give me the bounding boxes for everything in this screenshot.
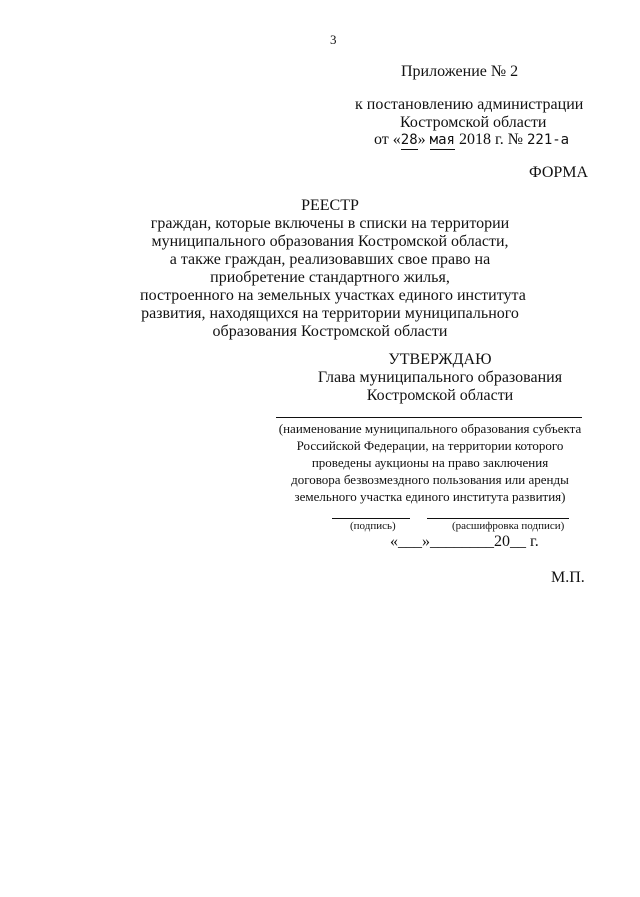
approval-label: УТВЕРЖДАЮ	[388, 351, 492, 368]
registry-title-line: развития, находящихся на территории муниципального	[141, 305, 519, 322]
appendix-label: Приложение № 2	[401, 63, 519, 80]
form-label: ФОРМА	[529, 164, 589, 181]
note-line: договора безвозмездного пользования или аренды	[291, 472, 569, 487]
note-line: проведены аукционы на право заключения	[311, 455, 549, 470]
registry-title-line: построенного на земельных участках единого института	[140, 287, 526, 304]
note-line: земельного участка единого института развития)	[294, 489, 566, 504]
municipality-note	[276, 420, 584, 505]
registry-title	[140, 197, 526, 341]
date-prefix: от «	[374, 131, 401, 148]
signature-decode-label: (расшифровка подписи)	[452, 520, 565, 532]
approval-date-line: «___»________20__ г.	[390, 533, 539, 550]
registry-title-line: приобретение стандартного жилья,	[210, 269, 450, 286]
note-line: Российской Федерации, на территории которого	[296, 438, 564, 453]
resolution-month: мая	[429, 132, 455, 148]
resolution-day: 28	[400, 132, 418, 148]
resolution-label: к постановлению администрации	[355, 96, 584, 113]
registry-title-line: муниципального образования Костромской области,	[151, 233, 509, 250]
registry-title-line: граждан, которые включены в списки на территории	[150, 215, 510, 232]
stamp-label: М.П.	[551, 569, 585, 586]
registry-title-line: образования Костромской области	[212, 323, 448, 340]
registry-title-line: а также граждан, реализовавших свое право на	[169, 251, 491, 268]
registry-heading: РЕЕСТР	[301, 197, 359, 214]
signature-line	[332, 518, 410, 519]
resolution-year: 2018 г. №	[458, 131, 523, 148]
page-number: 3	[330, 32, 337, 47]
signature-decode-line	[427, 518, 569, 519]
note-line: (наименование муниципального образования субъекта	[278, 421, 582, 436]
resolution-number: 221-а	[526, 132, 570, 148]
municipality-name-line	[276, 417, 582, 418]
resolution-date-line	[374, 131, 569, 149]
approval-title: Глава муниципального образования	[317, 369, 563, 386]
approval-region: Костромской области	[366, 387, 514, 404]
region-label: Костромской области	[400, 114, 547, 131]
date-sep: »	[417, 131, 426, 148]
signature-label: (подпись)	[350, 520, 396, 532]
